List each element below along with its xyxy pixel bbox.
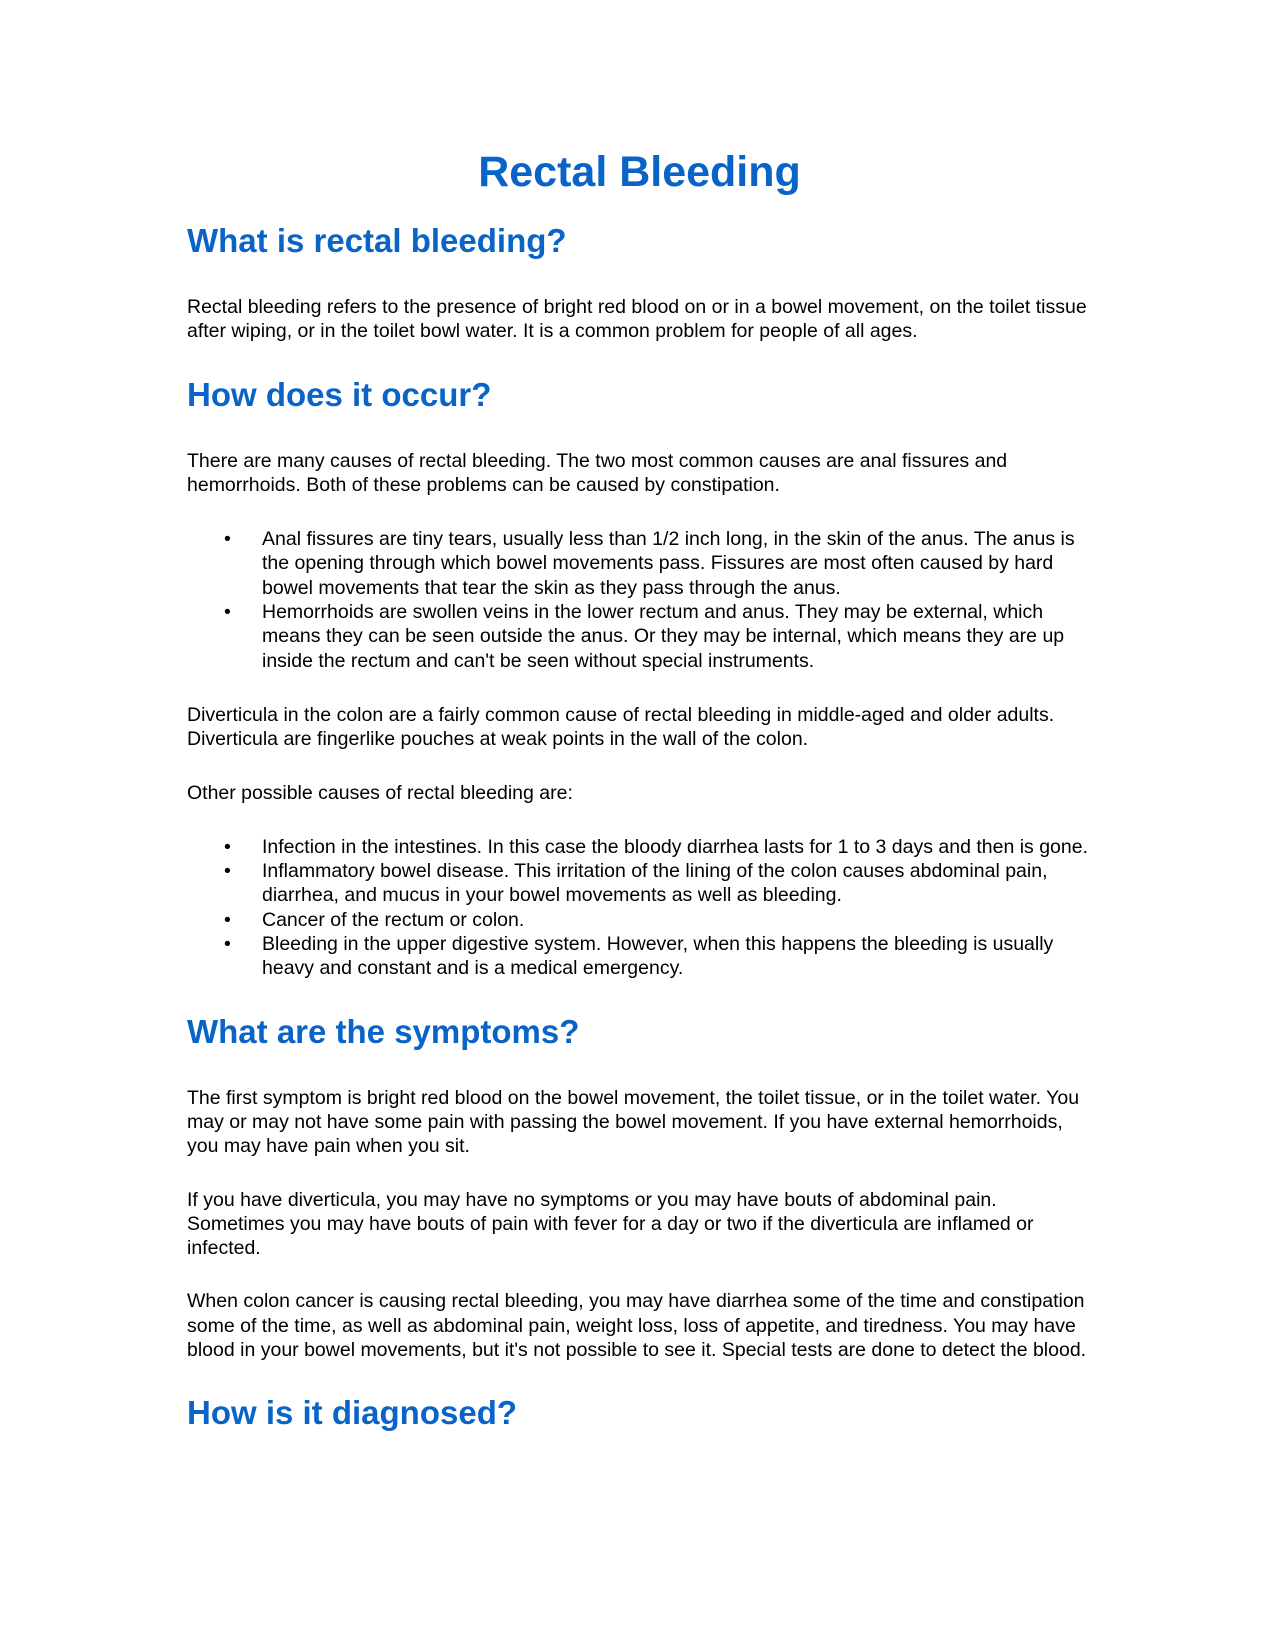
list-item <box>187 859 1092 908</box>
bullet-icon: • <box>224 528 231 551</box>
paragraph-other-causes-intro: Other possible causes of rectal bleeding are: <box>187 781 573 804</box>
list-item-text: Inflammatory bowel disease. This irritation of the lining of the colon causes abdominal pain, diarrhea, and mucus in your bowel movements as well as bleeding. <box>262 860 1048 907</box>
list-item-text: Hemorrhoids are swollen veins in the lower rectum and anus. They may be external, which means they can be seen outside the anus. Or they may be internal, which means they are up inside the rectum and can't be seen without special instruments. <box>262 601 1065 672</box>
bullet-icon: • <box>224 908 231 931</box>
list-item-text: Anal fissures are tiny tears, usually less than 1/2 inch long, in the skin of the anus. The anus is the opening through which bowel movements pass. Fissures are most often caused by hard bowel movements that tear the skin as they pass through the anus. <box>262 528 1075 599</box>
bullet-icon: • <box>224 601 231 624</box>
heading-how-is-it-diagnosed: How is it diagnosed? <box>187 1394 518 1432</box>
paragraph-common-causes: There are many causes of rectal bleeding. The two most common causes are anal fissures and hemorrhoids. Both of these problems can be caused by constipation. <box>187 449 1008 496</box>
list-common-causes <box>187 527 1092 673</box>
list-item-text: Infection in the intestines. In this case the bloody diarrhea lasts for 1 to 3 days and then is gone. <box>262 835 1089 858</box>
heading-what-is-rectal-bleeding: What is rectal bleeding? <box>187 222 567 259</box>
list-item-text: Bleeding in the upper digestive system. However, when this happens the bleeding is usually heavy and constant and is a medical emergency. <box>262 933 1054 980</box>
list-item <box>187 835 1092 859</box>
heading-what-are-the-symptoms: What are the symptoms? <box>187 1012 580 1050</box>
list-item <box>187 932 1092 981</box>
list-item <box>187 908 1092 932</box>
heading-how-does-it-occur: How does it occur? <box>187 375 492 413</box>
list-item <box>187 527 1092 600</box>
bullet-icon: • <box>224 933 231 956</box>
paragraph-first-symptom: The first symptom is bright red blood on the bowel movement, the toilet tissue, or in the toilet water. You may or may not have some pain with passing the bowel movement. If you have external hemorrhoids, you may have pain when you sit. <box>187 1086 1080 1158</box>
paragraph-definition: Rectal bleeding refers to the presence of bright red blood on or in a bowel movement, on the toilet tissue after wiping, or in the toilet bowl water. It is a common problem for people of all ages. <box>187 296 1087 343</box>
list-other-causes <box>187 835 1092 981</box>
bullet-icon: • <box>224 860 231 883</box>
document-page <box>187 142 1092 1435</box>
paragraph-diverticula: Diverticula in the colon are a fairly common cause of rectal bleeding in middle-aged and older adults. Diverticula are fingerlike pouches at weak points in the wall of the colon. <box>187 703 1055 751</box>
list-item-text: Cancer of the rectum or colon. <box>262 908 525 931</box>
paragraph-diverticula-symptoms: If you have diverticula, you may have no symptoms or you may have bouts of abdominal pain. Sometimes you may have bouts of pain with fever for a day or two if the diverticula are inflamed or infected. <box>187 1188 1034 1260</box>
page-title: Rectal Bleeding <box>478 148 801 196</box>
bullet-icon: • <box>224 835 231 858</box>
list-item <box>187 600 1092 673</box>
paragraph-colon-cancer-symptoms: When colon cancer is causing rectal bleeding, you may have diarrhea some of the time and constipation some of the time, as well as abdominal pain, weight loss, loss of appetite, and tiredness. You may have blood in your bowel movements, but it's not possible to see it. Special tests are done to detect the blood. <box>187 1290 1087 1362</box>
